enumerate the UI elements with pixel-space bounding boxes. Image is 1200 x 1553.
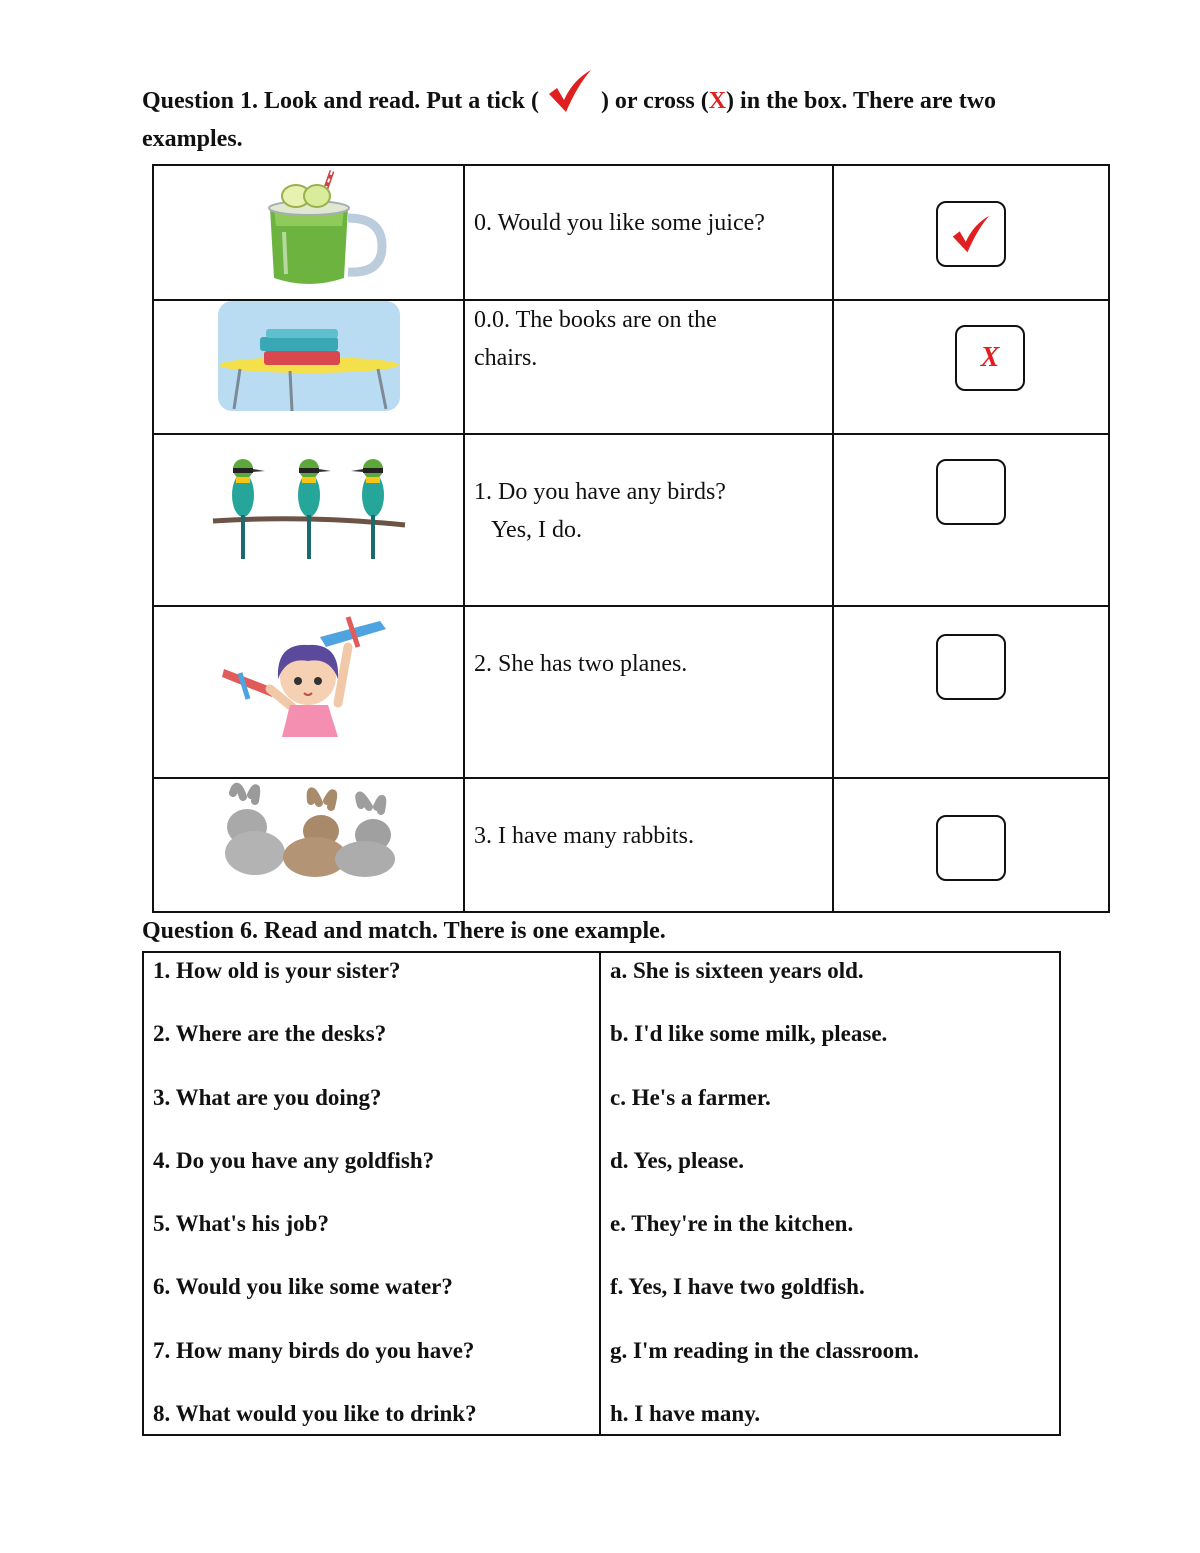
books-on-table-image	[154, 301, 463, 411]
question-1-instructions	[142, 68, 1082, 158]
match-answer: b. I'd like some milk, please.	[610, 1021, 888, 1047]
match-answer: d. Yes, please.	[610, 1147, 744, 1173]
red-tick-icon	[545, 68, 595, 114]
question-text: 0.0. The books are on the	[474, 307, 717, 333]
question-6-title: Question 6. Read and match. There is one example.	[142, 918, 666, 944]
answer-box[interactable]	[936, 815, 1006, 881]
question-1-table	[152, 164, 1110, 913]
answer-box[interactable]	[955, 325, 1025, 391]
match-answer: h. I have many.	[610, 1401, 761, 1427]
juice-jar-image	[154, 166, 463, 291]
answers-column	[600, 952, 1060, 1435]
birds-on-branch-image	[154, 435, 463, 575]
question-1-row	[153, 165, 1109, 300]
question-text: 1. Do you have any birds?	[474, 479, 726, 505]
question-text: 2. She has two planes.	[474, 651, 688, 677]
match-question: 6. Would you like some water?	[153, 1274, 453, 1300]
match-answer: c. He's a farmer.	[610, 1084, 771, 1110]
question-1-title-part1: Question 1. Look and read. Put a tick (	[142, 88, 539, 114]
match-question: 5. What's his job?	[153, 1211, 329, 1237]
match-question: 8. What would you like to drink?	[153, 1401, 477, 1427]
question-1-row	[153, 606, 1109, 778]
match-question: 1. How old is your sister?	[153, 958, 401, 983]
question-text: 3. I have many rabbits.	[474, 823, 694, 849]
match-answer: f. Yes, I have two goldfish.	[610, 1274, 865, 1300]
questions-column	[143, 952, 600, 1435]
match-question: 4. Do you have any goldfish?	[153, 1147, 435, 1173]
match-question: 7. How many birds do you have?	[153, 1337, 475, 1363]
question-text: 0. Would you like some juice?	[474, 210, 765, 236]
question-1-title-part3: ) in the box. There are two examples.	[142, 88, 997, 152]
question-1-title-part2: ) or cross (	[600, 88, 709, 114]
question-text-continued: chairs.	[474, 345, 538, 371]
answer-box[interactable]	[936, 201, 1006, 267]
question-6-match-table	[142, 951, 1061, 1436]
match-question: 3. What are you doing?	[153, 1084, 382, 1110]
girl-with-planes-image	[154, 607, 463, 741]
red-tick-icon	[949, 214, 993, 254]
match-answer: g. I'm reading in the classroom.	[610, 1337, 920, 1363]
answer-box[interactable]	[936, 634, 1006, 700]
cross-mark: X	[980, 342, 1000, 373]
cross-symbol: X	[708, 88, 727, 114]
match-answer: a. She is sixteen years old.	[610, 958, 864, 983]
question-1-row	[153, 778, 1109, 912]
answer-box[interactable]	[936, 459, 1006, 525]
match-question: 2. Where are the desks?	[153, 1021, 387, 1047]
rabbits-image	[154, 779, 463, 879]
question-text-continued: Yes, I do.	[474, 517, 583, 543]
question-1-row	[153, 300, 1109, 434]
question-1-row	[153, 434, 1109, 606]
match-answer: e. They're in the kitchen.	[610, 1211, 854, 1237]
